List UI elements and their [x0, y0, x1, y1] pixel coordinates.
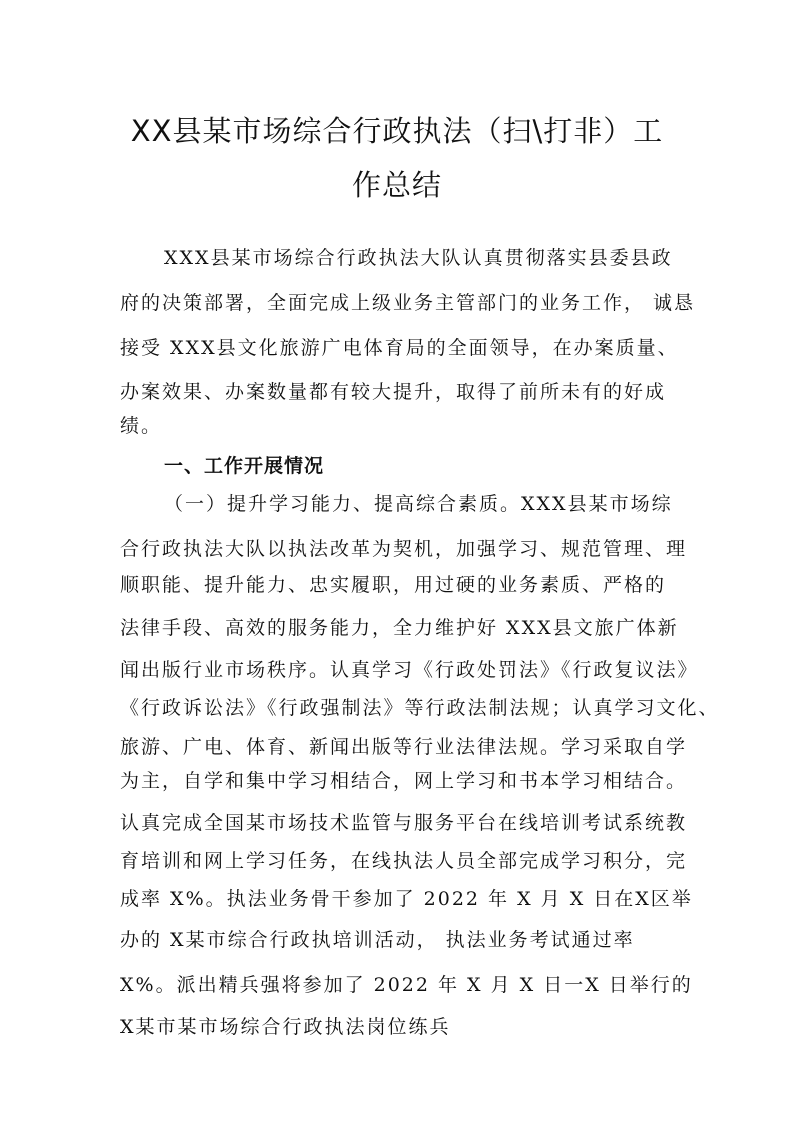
- paragraph-line: 绩。: [120, 415, 163, 437]
- paragraph-line: 办案效果、办案数量都有较大提升，取得了前所未有的好成: [120, 381, 667, 403]
- paragraph-line: XXX县某市场综合行政执法大队认真贯彻落实县委县政: [164, 247, 673, 269]
- paragraph-line: （一）提升学习能力、提高综合素质。XXX县某市场综: [164, 493, 673, 515]
- paragraph-line: 接受 XXX县文化旅游广电体育局的全面领导，在办案质量、: [120, 337, 679, 359]
- paragraph-line: X%。派出精兵强将参加了 2022 年 X 月 X 日一X 日举行的: [120, 974, 693, 996]
- document-title-line-1: XX县某市场综合行政执法（扫\打非）工: [130, 114, 664, 148]
- paragraph-line: X某市某市场综合行政执法岗位练兵: [120, 1016, 451, 1038]
- paragraph-line: 育培训和网上学习任务，在线执法人员全部完成学习积分，完: [120, 850, 688, 872]
- paragraph-line: 认真完成全国某市场技术监管与服务平台在线培训考试系统教: [120, 812, 688, 834]
- document-title-line-2: 作总结: [351, 168, 442, 202]
- paragraph-line: 为主，自学和集中学习相结合，网上学习和书本学习相结合。: [120, 770, 688, 792]
- paragraph-line: 顺职能、提升能力、忠实履职，用过硬的业务素质、严格的: [120, 574, 667, 596]
- paragraph-line: 府的决策部署，全面完成上级业务主管部门的业务工作， 诚恳: [120, 292, 696, 314]
- paragraph-line: 办的 X某市综合行政执培训活动， 执法业务考试通过率: [120, 929, 635, 951]
- paragraph-line: 合行政执法大队以执法改革为契机，加强学习、规范管理、理: [120, 538, 688, 560]
- paragraph-line: 闻出版行业市场秩序。认真学习《行政处罚法》《行政复议法》: [120, 659, 699, 681]
- paragraph-line: 法律手段、高效的服务能力，全力维护好 XXX县文旅广体新: [120, 617, 679, 639]
- section-heading: 一、工作开展情况: [164, 455, 325, 477]
- paragraph-line: 成率 X%。执法业务骨干参加了 2022 年 X 月 X 日在X区举: [120, 888, 693, 910]
- paragraph-line: 旅游、广电、体育、新闻出版等行业法律法规。学习采取自学: [120, 736, 688, 758]
- paragraph-line: 《行政诉讼法》《行政强制法》等行政法制法规；认真学习文化、: [120, 697, 720, 719]
